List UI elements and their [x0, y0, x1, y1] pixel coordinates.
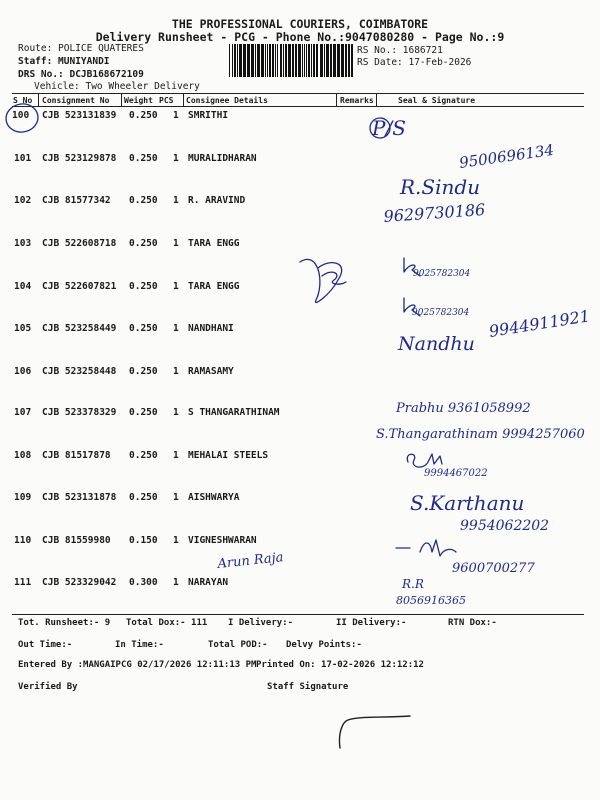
row-consignee: R. ARAVIND — [188, 195, 246, 206]
staff-signature-stroke — [339, 716, 410, 748]
in-time: In Time:- — [115, 640, 164, 650]
tot-runsheet: Tot. Runsheet:- 9 — [18, 618, 111, 628]
row-consignee: MURALIDHARAN — [188, 153, 257, 164]
row-sno: 104 — [14, 281, 32, 292]
row-consignment: CJB 81577342 — [42, 195, 111, 206]
row-consignment: CJB 523131839 — [42, 110, 117, 121]
total-dox: Total Dox:- 111 — [126, 618, 208, 628]
handwritten-name: R.Sindu — [400, 175, 481, 199]
row-pcs: 1 — [173, 195, 179, 206]
handwritten-circle — [4, 101, 40, 134]
delvy-points: Delvy Points:- — [286, 640, 362, 650]
row-sno: 100 — [12, 110, 30, 121]
rs-number: RS No.: 1686721 — [357, 45, 443, 56]
handwritten-phone: 9954062202 — [460, 518, 550, 534]
row-weight: 0.150 — [129, 535, 158, 546]
ii-delivery: II Delivery:- — [336, 618, 407, 628]
row-weight: 0.250 — [129, 366, 158, 377]
row-weight: 0.250 — [129, 238, 158, 249]
row-weight: 0.250 — [129, 407, 158, 418]
row-pcs: 1 — [173, 323, 179, 334]
row-consignee: NARAYAN — [188, 577, 229, 588]
handwritten-phone: 9600700277 — [452, 561, 535, 576]
row-weight: 0.250 — [129, 450, 158, 461]
handwritten-phone: 9500696134 — [458, 140, 556, 172]
row-weight: 0.250 — [129, 195, 158, 206]
col-consignment: Consignment No — [42, 96, 110, 105]
row-pcs: 1 — [173, 407, 179, 418]
row-weight: 0.250 — [129, 492, 158, 503]
handwritten-phone: 9025782304 — [412, 308, 470, 318]
row-consignee: TARA ENGG — [188, 238, 240, 249]
handwritten-phone: 9025782304 — [413, 269, 471, 279]
handwritten-phone: 9629730186 — [382, 199, 486, 226]
handwritten-phone: 9944911921 — [487, 306, 592, 341]
handwritten-phone: 9994467022 — [424, 468, 488, 479]
row-consignment: CJB 523131878 — [42, 492, 117, 503]
row-consignment: CJB 81559980 — [42, 535, 111, 546]
row-sno: 110 — [14, 535, 32, 546]
row-consignment: CJB 523258449 — [42, 323, 117, 334]
row-pcs: 1 — [173, 492, 179, 503]
entered-by: Entered By :MANGAIPCG 02/17/2026 12:11:13 PM — [18, 660, 257, 670]
row-sno: 109 — [14, 492, 32, 503]
row-consignment: CJB 523329042 — [42, 577, 117, 588]
row-consignment: CJB 522608718 — [42, 238, 117, 249]
row-sno: 106 — [14, 366, 32, 377]
row-pcs: 1 — [173, 153, 179, 164]
table-bottom-rule — [12, 614, 584, 615]
row-consignment: CJB 523258448 — [42, 366, 117, 377]
row-weight: 0.300 — [129, 577, 158, 588]
col-pcs: PCS — [159, 96, 174, 105]
route-label: Route: POLICE QUATERES — [18, 43, 144, 54]
row-sno: 107 — [14, 407, 32, 418]
row-weight: 0.250 — [129, 281, 158, 292]
out-time: Out Time:- — [18, 640, 73, 650]
drs-number: DRS No.: DCJB168672109 — [18, 69, 144, 80]
row-consignee: SMRITHI — [188, 110, 229, 121]
row-pcs: 1 — [173, 281, 179, 292]
handwritten-bracket — [300, 259, 342, 302]
row-sno: 103 — [14, 238, 32, 249]
row-sno: 108 — [14, 450, 32, 461]
col-seal-signature: Seal & Signature — [398, 96, 476, 105]
row-pcs: 1 — [173, 366, 179, 377]
col-remarks: Remarks — [340, 96, 374, 105]
handwritten-scribble — [396, 540, 456, 556]
row-consignee: VIGNESHWARAN — [188, 535, 257, 546]
row-sno: 102 — [14, 195, 32, 206]
handwritten-note: Arun Raja — [216, 550, 285, 572]
row-pcs: 1 — [173, 110, 179, 121]
staff-label: Staff: MUNIYANDI — [18, 56, 110, 67]
vehicle-label: Vehicle: Two Wheeler Delivery — [34, 81, 200, 92]
row-consignee: AISHWARYA — [188, 492, 240, 503]
row-consignee: RAMASAMY — [188, 366, 234, 377]
total-pod: Total POD:- — [208, 640, 268, 650]
handwritten-line: S.Thangarathinam 9994257060 — [376, 427, 585, 442]
runsheet-title: Delivery Runsheet - PCG - Phone No.:9047080280 - Page No.:9 — [95, 30, 505, 44]
handwritten-2-mark — [322, 272, 346, 284]
i-delivery: I Delivery:- — [228, 618, 294, 628]
col-weight: Weight — [124, 96, 153, 105]
verified-by: Verified By — [18, 682, 78, 692]
printed-on: Printed On: 17-02-2026 12:12:12 — [256, 660, 424, 670]
handwritten-phone: 8056916365 — [396, 594, 466, 607]
rs-date: RS Date: 17-Feb-2026 — [357, 57, 472, 68]
col-sno: S No — [13, 96, 33, 105]
row-consignment: CJB 523129878 — [42, 153, 117, 164]
handwritten-name: S.Karthanu — [410, 491, 525, 515]
row-consignment: CJB 523378329 — [42, 407, 117, 418]
handwritten-line: Prabhu 9361058992 — [396, 401, 531, 416]
company-name: THE PROFESSIONAL COURIERS, COIMBATORE — [171, 17, 429, 31]
row-pcs: 1 — [173, 238, 179, 249]
row-weight: 0.250 — [129, 110, 158, 121]
row-pcs: 1 — [173, 450, 179, 461]
row-sno: 111 — [14, 577, 32, 588]
row-consignment: CJB 81517878 — [42, 450, 111, 461]
row-weight: 0.250 — [129, 153, 158, 164]
row-consignment: CJB 522607821 — [42, 281, 117, 292]
row-consignee: S THANGARATHINAM — [188, 407, 280, 418]
row-weight: 0.250 — [129, 323, 158, 334]
handwritten-name: Nandhu — [398, 333, 475, 355]
row-pcs: 1 — [173, 535, 179, 546]
row-sno: 105 — [14, 323, 32, 334]
handwritten-initial: R.R — [402, 577, 424, 591]
row-consignee: MEHALAI STEELS — [188, 450, 269, 461]
row-consignee: TARA ENGG — [188, 281, 240, 292]
rtn-dox: RTN Dox:- — [448, 618, 497, 628]
row-pcs: 1 — [173, 577, 179, 588]
handwritten-scribble — [407, 454, 442, 467]
handwritten-p-s: P/S — [372, 116, 406, 140]
row-sno: 101 — [14, 153, 32, 164]
staff-signature: Staff Signature — [267, 682, 349, 692]
row-consignee: NANDHANI — [188, 323, 234, 334]
col-consignee: Consignee Details — [186, 96, 268, 105]
